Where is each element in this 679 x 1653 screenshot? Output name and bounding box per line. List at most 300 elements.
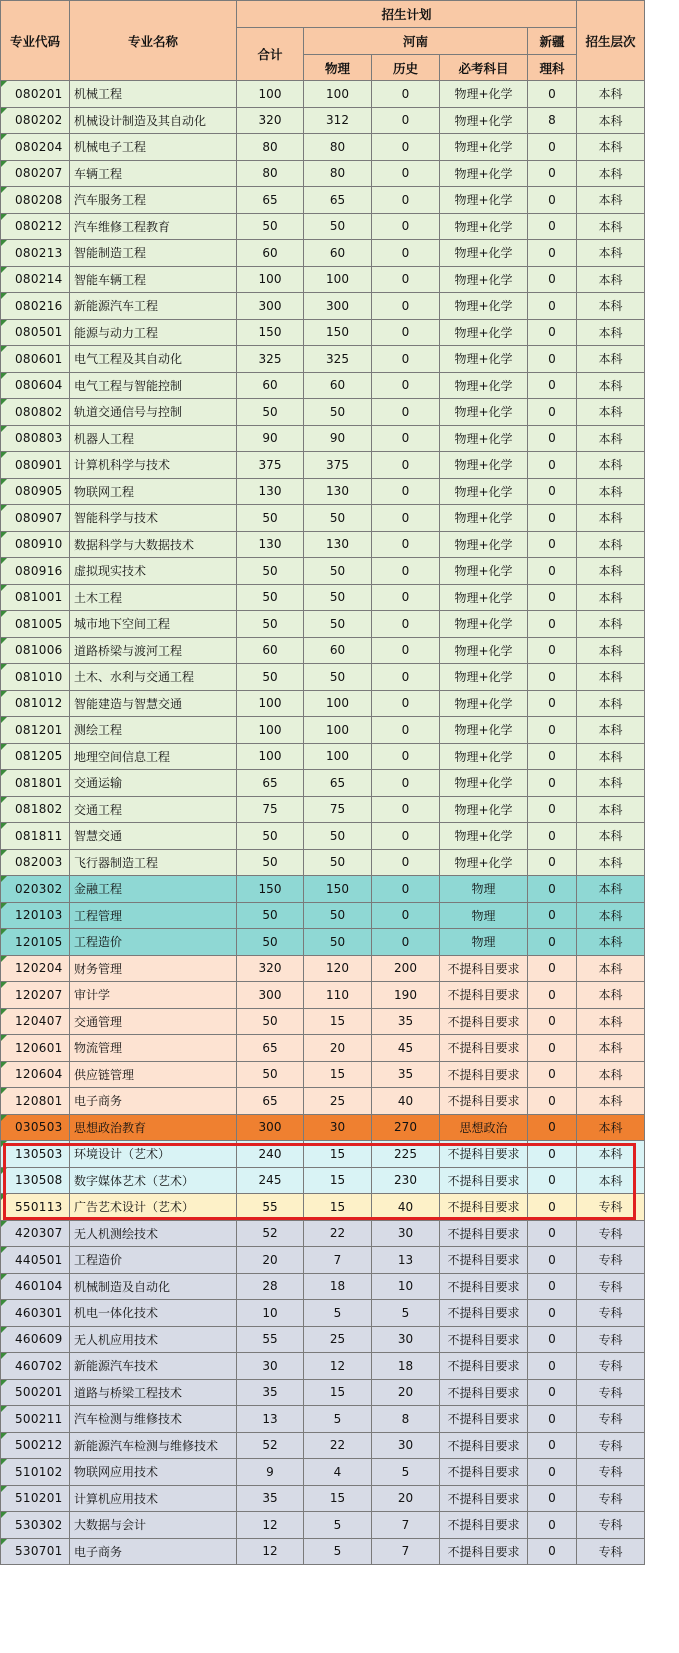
required-subject-cell: 思想政治 [440,1114,528,1141]
total-cell: 50 [237,1061,304,1088]
physics-cell: 50 [304,213,372,240]
xinjiang-cell: 0 [528,611,577,638]
xinjiang-cell: 0 [528,1538,577,1565]
major-name: 土木工程 [70,584,237,611]
physics-cell: 15 [304,1061,372,1088]
required-subject-cell: 不提科目要求 [440,1512,528,1539]
major-name: 金融工程 [70,876,237,903]
table-row [1,319,645,346]
physics-cell: 110 [304,982,372,1009]
major-code: 080501 [1,319,70,346]
total-cell: 320 [237,107,304,134]
required-subject-cell: 不提科目要求 [440,1247,528,1274]
table-row [1,293,645,320]
level-cell: 专科 [577,1194,645,1221]
major-code: 080202 [1,107,70,134]
major-code: 080907 [1,505,70,532]
table-row [1,876,645,903]
table-row [1,1141,645,1168]
required-subject-cell: 不提科目要求 [440,1061,528,1088]
physics-cell: 4 [304,1459,372,1486]
major-code: 120407 [1,1008,70,1035]
major-name: 环境设计（艺术） [70,1141,237,1168]
history-cell: 0 [372,637,440,664]
level-cell: 本科 [577,637,645,664]
history-cell: 35 [372,1061,440,1088]
history-cell: 18 [372,1353,440,1380]
history-cell: 0 [372,293,440,320]
physics-cell: 100 [304,81,372,108]
history-cell: 35 [372,1008,440,1035]
history-cell: 30 [372,1220,440,1247]
major-code: 460702 [1,1353,70,1380]
history-cell: 0 [372,372,440,399]
physics-cell: 20 [304,1035,372,1062]
history-cell: 0 [372,690,440,717]
total-cell: 60 [237,372,304,399]
physics-cell: 50 [304,558,372,585]
level-cell: 本科 [577,823,645,850]
major-name: 思想政治教育 [70,1114,237,1141]
physics-cell: 65 [304,187,372,214]
total-cell: 320 [237,955,304,982]
major-name: 计算机应用技术 [70,1485,237,1512]
xinjiang-cell: 0 [528,1194,577,1221]
physics-cell: 100 [304,266,372,293]
major-code: 080803 [1,425,70,452]
physics-cell: 60 [304,372,372,399]
required-subject-cell: 物理+化学 [440,505,528,532]
xinjiang-cell: 0 [528,1008,577,1035]
major-name: 物联网工程 [70,478,237,505]
required-subject-cell: 物理+化学 [440,584,528,611]
history-cell: 0 [372,134,440,161]
table-row [1,955,645,982]
table-row [1,1538,645,1565]
major-code: 500201 [1,1379,70,1406]
total-cell: 245 [237,1167,304,1194]
major-name: 计算机科学与技术 [70,452,237,479]
table-row [1,717,645,744]
level-cell: 本科 [577,107,645,134]
history-cell: 230 [372,1167,440,1194]
xinjiang-cell: 0 [528,425,577,452]
level-cell: 本科 [577,81,645,108]
total-cell: 50 [237,929,304,956]
table-row [1,1406,645,1433]
history-cell: 0 [372,849,440,876]
physics-cell: 130 [304,478,372,505]
history-cell: 0 [372,717,440,744]
physics-cell: 65 [304,770,372,797]
level-cell: 本科 [577,558,645,585]
physics-cell: 150 [304,319,372,346]
required-subject-cell: 不提科目要求 [440,1300,528,1327]
xinjiang-cell: 0 [528,240,577,267]
major-code: 120207 [1,982,70,1009]
physics-cell: 5 [304,1512,372,1539]
major-code: 440501 [1,1247,70,1274]
history-cell: 8 [372,1406,440,1433]
required-subject-cell: 物理+化学 [440,81,528,108]
required-subject-cell: 不提科目要求 [440,1379,528,1406]
history-cell: 30 [372,1432,440,1459]
major-code: 082003 [1,849,70,876]
physics-cell: 150 [304,876,372,903]
table-row [1,160,645,187]
xinjiang-cell: 0 [528,584,577,611]
xinjiang-cell: 0 [528,1088,577,1115]
physics-cell: 5 [304,1300,372,1327]
total-cell: 300 [237,293,304,320]
header-code: 专业代码 [1,1,70,81]
history-cell: 0 [372,425,440,452]
major-name: 物流管理 [70,1035,237,1062]
major-name: 机械电子工程 [70,134,237,161]
major-name: 物联网应用技术 [70,1459,237,1486]
total-cell: 375 [237,452,304,479]
table-row [1,1512,645,1539]
xinjiang-cell: 0 [528,796,577,823]
history-cell: 40 [372,1194,440,1221]
major-code: 510102 [1,1459,70,1486]
major-code: 500211 [1,1406,70,1433]
total-cell: 150 [237,319,304,346]
total-cell: 100 [237,717,304,744]
history-cell: 13 [372,1247,440,1274]
level-cell: 本科 [577,1008,645,1035]
major-code: 460104 [1,1273,70,1300]
header-physics: 物理 [304,55,372,81]
total-cell: 55 [237,1326,304,1353]
total-cell: 35 [237,1485,304,1512]
required-subject-cell: 物理+化学 [440,213,528,240]
table-row [1,1300,645,1327]
table-row [1,1008,645,1035]
total-cell: 52 [237,1220,304,1247]
physics-cell: 50 [304,664,372,691]
major-name: 新能源汽车检测与维修技术 [70,1432,237,1459]
total-cell: 80 [237,160,304,187]
level-cell: 本科 [577,902,645,929]
xinjiang-cell: 0 [528,399,577,426]
xinjiang-cell: 0 [528,1167,577,1194]
major-name: 地理空间信息工程 [70,743,237,770]
physics-cell: 130 [304,531,372,558]
xinjiang-cell: 0 [528,505,577,532]
table-row [1,1061,645,1088]
xinjiang-cell: 0 [528,1406,577,1433]
total-cell: 50 [237,611,304,638]
total-cell: 12 [237,1538,304,1565]
level-cell: 本科 [577,240,645,267]
total-cell: 240 [237,1141,304,1168]
major-name: 电气工程及其自动化 [70,346,237,373]
total-cell: 50 [237,213,304,240]
major-name: 机械设计制造及其自动化 [70,107,237,134]
history-cell: 7 [372,1512,440,1539]
table-row [1,531,645,558]
total-cell: 55 [237,1194,304,1221]
total-cell: 100 [237,690,304,717]
level-cell: 本科 [577,1061,645,1088]
level-cell: 专科 [577,1273,645,1300]
header-level: 招生层次 [577,1,645,81]
xinjiang-cell: 0 [528,1141,577,1168]
major-name: 城市地下空间工程 [70,611,237,638]
history-cell: 0 [372,558,440,585]
level-cell: 本科 [577,213,645,240]
total-cell: 325 [237,346,304,373]
xinjiang-cell: 0 [528,876,577,903]
level-cell: 本科 [577,955,645,982]
major-code: 080802 [1,399,70,426]
level-cell: 本科 [577,929,645,956]
history-cell: 0 [372,346,440,373]
xinjiang-cell: 0 [528,213,577,240]
major-code: 020302 [1,876,70,903]
level-cell: 专科 [577,1353,645,1380]
xinjiang-cell: 0 [528,319,577,346]
major-name: 交通管理 [70,1008,237,1035]
level-cell: 专科 [577,1220,645,1247]
required-subject-cell: 物理+化学 [440,187,528,214]
major-name: 无人机应用技术 [70,1326,237,1353]
major-code: 530701 [1,1538,70,1565]
major-name: 工程造价 [70,929,237,956]
major-code: 120204 [1,955,70,982]
required-subject-cell: 不提科目要求 [440,1141,528,1168]
major-code: 081010 [1,664,70,691]
major-name: 能源与动力工程 [70,319,237,346]
level-cell: 本科 [577,425,645,452]
level-cell: 本科 [577,982,645,1009]
xinjiang-cell: 0 [528,478,577,505]
required-subject-cell: 不提科目要求 [440,1326,528,1353]
total-cell: 150 [237,876,304,903]
level-cell: 本科 [577,266,645,293]
major-name: 电气工程与智能控制 [70,372,237,399]
required-subject-cell: 不提科目要求 [440,1485,528,1512]
header-required: 必考科目 [440,55,528,81]
total-cell: 300 [237,1114,304,1141]
level-cell: 本科 [577,346,645,373]
major-code: 120604 [1,1061,70,1088]
required-subject-cell: 不提科目要求 [440,1167,528,1194]
total-cell: 28 [237,1273,304,1300]
major-name: 新能源汽车技术 [70,1353,237,1380]
xinjiang-cell: 0 [528,1273,577,1300]
major-name: 工程管理 [70,902,237,929]
total-cell: 65 [237,1035,304,1062]
header-name: 专业名称 [70,1,237,81]
physics-cell: 100 [304,690,372,717]
level-cell: 专科 [577,1300,645,1327]
table-row [1,637,645,664]
major-code: 081802 [1,796,70,823]
xinjiang-cell: 0 [528,1432,577,1459]
total-cell: 50 [237,584,304,611]
history-cell: 0 [372,876,440,903]
required-subject-cell: 物理+化学 [440,690,528,717]
major-code: 460609 [1,1326,70,1353]
header-xinjiang: 新疆 [528,28,577,55]
history-cell: 0 [372,796,440,823]
table-row [1,452,645,479]
major-name: 虚拟现实技术 [70,558,237,585]
required-subject-cell: 不提科目要求 [440,1273,528,1300]
level-cell: 本科 [577,1167,645,1194]
physics-cell: 50 [304,929,372,956]
physics-cell: 50 [304,902,372,929]
required-subject-cell: 物理+化学 [440,372,528,399]
xinjiang-cell: 0 [528,1485,577,1512]
total-cell: 300 [237,982,304,1009]
table-row [1,770,645,797]
total-cell: 35 [237,1379,304,1406]
required-subject-cell: 不提科目要求 [440,955,528,982]
major-name: 广告艺术设计（艺术） [70,1194,237,1221]
level-cell: 专科 [577,1247,645,1274]
total-cell: 80 [237,134,304,161]
major-code: 081001 [1,584,70,611]
level-cell: 本科 [577,796,645,823]
physics-cell: 60 [304,240,372,267]
xinjiang-cell: 0 [528,664,577,691]
table-row [1,1485,645,1512]
major-code: 080901 [1,452,70,479]
physics-cell: 120 [304,955,372,982]
major-code: 500212 [1,1432,70,1459]
level-cell: 本科 [577,478,645,505]
physics-cell: 80 [304,134,372,161]
physics-cell: 300 [304,293,372,320]
header-history: 历史 [372,55,440,81]
required-subject-cell: 物理 [440,876,528,903]
major-code: 080910 [1,531,70,558]
major-name: 智慧交通 [70,823,237,850]
required-subject-cell: 物理+化学 [440,452,528,479]
history-cell: 10 [372,1273,440,1300]
header-henan: 河南 [304,28,528,55]
table-row [1,1432,645,1459]
level-cell: 本科 [577,372,645,399]
physics-cell: 25 [304,1088,372,1115]
history-cell: 40 [372,1088,440,1115]
major-name: 交通工程 [70,796,237,823]
required-subject-cell: 物理+化学 [440,611,528,638]
xinjiang-cell: 0 [528,1220,577,1247]
table-row [1,1273,645,1300]
history-cell: 0 [372,81,440,108]
table-row [1,1326,645,1353]
required-subject-cell: 不提科目要求 [440,982,528,1009]
required-subject-cell: 不提科目要求 [440,1459,528,1486]
table-row [1,399,645,426]
history-cell: 0 [372,319,440,346]
total-cell: 10 [237,1300,304,1327]
physics-cell: 15 [304,1194,372,1221]
table-row [1,187,645,214]
total-cell: 12 [237,1512,304,1539]
major-code: 130503 [1,1141,70,1168]
level-cell: 本科 [577,849,645,876]
major-name: 数字媒体艺术（艺术） [70,1167,237,1194]
physics-cell: 100 [304,717,372,744]
major-code: 080214 [1,266,70,293]
required-subject-cell: 物理 [440,902,528,929]
total-cell: 60 [237,637,304,664]
level-cell: 本科 [577,717,645,744]
major-code: 080201 [1,81,70,108]
table-row [1,1088,645,1115]
physics-cell: 50 [304,849,372,876]
physics-cell: 5 [304,1406,372,1433]
total-cell: 90 [237,425,304,452]
table-row [1,849,645,876]
major-name: 智能建造与智慧交通 [70,690,237,717]
table-row [1,929,645,956]
major-name: 数据科学与大数据技术 [70,531,237,558]
total-cell: 20 [237,1247,304,1274]
level-cell: 本科 [577,770,645,797]
history-cell: 0 [372,505,440,532]
level-cell: 本科 [577,319,645,346]
major-code: 080213 [1,240,70,267]
major-code: 081205 [1,743,70,770]
history-cell: 0 [372,664,440,691]
level-cell: 本科 [577,160,645,187]
required-subject-cell: 物理 [440,929,528,956]
level-cell: 本科 [577,611,645,638]
required-subject-cell: 物理+化学 [440,823,528,850]
required-subject-cell: 物理+化学 [440,425,528,452]
major-code: 530302 [1,1512,70,1539]
total-cell: 75 [237,796,304,823]
xinjiang-cell: 0 [528,1300,577,1327]
level-cell: 本科 [577,1088,645,1115]
major-code: 120105 [1,929,70,956]
xinjiang-cell: 0 [528,1114,577,1141]
xinjiang-cell: 0 [528,770,577,797]
required-subject-cell: 不提科目要求 [440,1220,528,1247]
xinjiang-cell: 8 [528,107,577,134]
total-cell: 50 [237,505,304,532]
table-row [1,1247,645,1274]
major-code: 460301 [1,1300,70,1327]
major-code: 081201 [1,717,70,744]
major-code: 120103 [1,902,70,929]
level-cell: 本科 [577,876,645,903]
level-cell: 专科 [577,1379,645,1406]
level-cell: 本科 [577,531,645,558]
major-code: 080207 [1,160,70,187]
history-cell: 0 [372,929,440,956]
table-row [1,902,645,929]
major-code: 080204 [1,134,70,161]
major-name: 飞行器制造工程 [70,849,237,876]
history-cell: 0 [372,240,440,267]
major-name: 财务管理 [70,955,237,982]
level-cell: 本科 [577,584,645,611]
xinjiang-cell: 0 [528,531,577,558]
major-code: 081801 [1,770,70,797]
table-row [1,1220,645,1247]
required-subject-cell: 物理+化学 [440,134,528,161]
table-row [1,505,645,532]
xinjiang-cell: 0 [528,743,577,770]
required-subject-cell: 物理+化学 [440,399,528,426]
